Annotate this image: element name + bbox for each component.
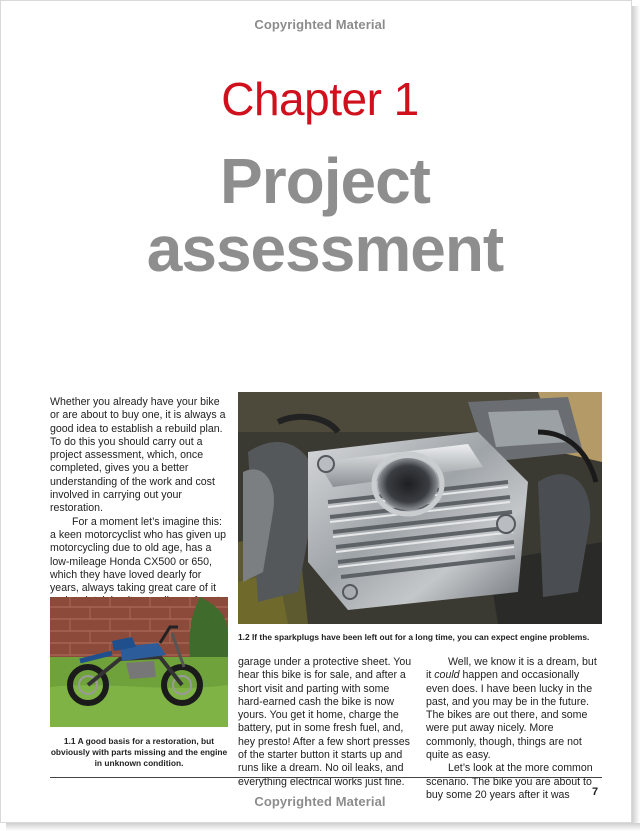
body-paragraph: Let’s look at the more common scenario. The bike you are about to buy some 20 years after it was	[426, 762, 593, 801]
body-paragraph: Whether you already have your bike or are about to buy one, it is always a good idea to establish a rebuild plan. To do this you should carry out a project assessment, which, once completed, gives you a better understanding of the work and cost involved in carrying out your restoration.	[50, 396, 226, 515]
copyright-watermark-bottom: Copyrighted Material	[254, 794, 386, 809]
chapter-label: Chapter 1	[221, 73, 419, 125]
motorcycle-on-lawn-image	[50, 597, 228, 727]
page-shadow-bottom	[6, 823, 640, 831]
body-paragraph: garage under a protective sheet. You hear this bike is for sale, and after a short visit and parting with some hard-earned cash the bike is now yours. You get it home, charge the battery, put in some fresh fuel, and, hey presto! After a few short presses of the starter button it starts up and runs like a dream. No oil leaks, and everything electrical works just fine.	[238, 656, 412, 788]
chapter-title-line-2: assessment	[146, 213, 504, 285]
text-span: happen and occasionally even does. I have been lucky in the past, and you may be in the future. The bikes are out there, and some were put away nicely. More commonly, though, things are not quite as easy.	[426, 669, 593, 762]
engine-photo	[238, 392, 602, 624]
footer-rule	[50, 777, 602, 778]
figure-caption-1-2: 1.2 If the sparkplugs have been left out for a long time, you can expect engine problems.	[238, 632, 590, 642]
page-shadow-right	[632, 6, 640, 831]
body-column-middle	[238, 656, 414, 789]
motorcycle-photo	[50, 597, 228, 727]
body-paragraph	[426, 656, 602, 762]
chapter-title-line-1: Project	[220, 145, 430, 217]
copyright-watermark-top: Copyrighted Material	[254, 17, 386, 32]
body-column-right	[426, 656, 602, 802]
page-number: 7	[592, 786, 599, 798]
text-span: Well, we know it is a dream, but it	[426, 656, 597, 682]
figure-caption-1-1: 1.1 A good basis for a restoration, but obviously with parts missing and the engine in unknown condition.	[50, 736, 228, 768]
engine-cylinder-head-image	[238, 392, 602, 624]
emphasis-text: could	[434, 669, 460, 682]
body-paragraph: For a moment let’s imagine this: a keen motorcyclist who has given up motorcycling due to old age, has a low-mileage Honda CX500 or 650, which they have loved dearly for years, always taking great care of it	[50, 515, 227, 595]
